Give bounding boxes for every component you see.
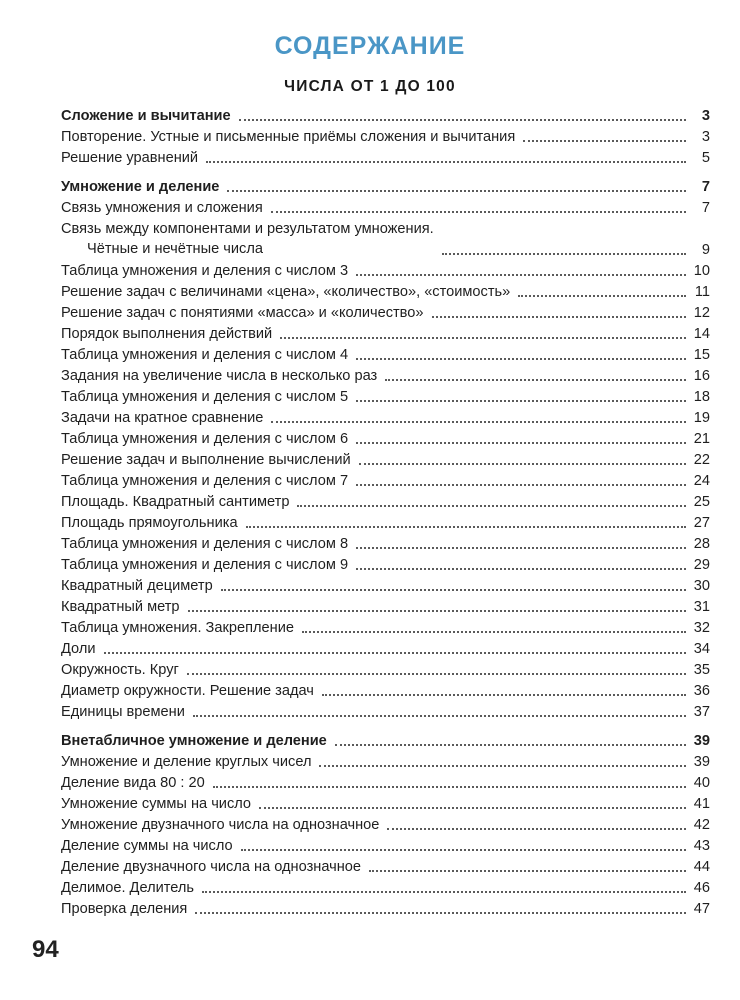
toc-entry-label: Связь умножения и сложения: [61, 200, 263, 216]
dot-leader: [432, 315, 686, 318]
dot-leader: [369, 869, 686, 872]
toc-entry-label: Проверка деления: [61, 901, 188, 917]
toc-entry: [61, 574, 710, 595]
toc-entry: [61, 750, 710, 771]
toc-entry-label: Таблица умножения и деления с числом 6: [61, 431, 349, 447]
toc-entry: [61, 448, 710, 469]
toc-entry-label: Площадь. Квадратный сантиметр: [61, 494, 290, 510]
toc-entry-page: 39: [693, 754, 710, 770]
toc-entry: [61, 301, 710, 322]
toc-entry-page: 15: [693, 347, 710, 363]
toc-entry-label: Умножение суммы на число: [61, 796, 252, 812]
dot-leader: [322, 693, 686, 696]
toc-entry-page: 35: [693, 662, 710, 678]
toc-entry-page: 10: [693, 263, 710, 279]
dot-leader: [356, 441, 686, 444]
toc-entry-page: 19: [693, 410, 710, 426]
section-title: ЧИСЛА ОТ 1 ДО 100: [284, 78, 456, 95]
toc-entry: [61, 792, 710, 813]
toc-entry-label: Деление вида 80 : 20: [61, 775, 205, 791]
toc-entry-label-line1: Связь между компонентами и результатом умножения.: [61, 221, 434, 237]
dot-leader: [206, 160, 686, 163]
toc-entry: [61, 855, 710, 876]
toc-entry-page: 30: [693, 578, 710, 594]
toc-entry-page: 9: [701, 242, 710, 258]
toc-entry-label: Умножение и деление круглых чисел: [61, 754, 312, 770]
dot-leader: [442, 252, 686, 255]
dot-leader: [221, 588, 686, 591]
toc-entry: [61, 658, 710, 679]
dot-leader: [518, 294, 686, 297]
dot-leader: [523, 139, 686, 142]
toc-entry-page: 47: [693, 901, 710, 917]
toc-entry-page: 42: [693, 817, 710, 833]
dot-leader: [302, 630, 686, 633]
dot-leader: [187, 672, 686, 675]
dot-leader: [356, 273, 686, 276]
toc-entry: [61, 343, 710, 364]
toc-entry-label: Сложение и вычитание: [61, 108, 231, 124]
toc-entry-label: Диаметр окружности. Решение задач: [61, 683, 314, 699]
toc-entry-page: 5: [701, 150, 710, 166]
toc-entry-page: 11: [694, 284, 710, 300]
toc-entry-label: Квадратный дециметр: [61, 578, 213, 594]
toc-entry-page: 28: [693, 536, 710, 552]
toc-entry-label: Таблица умножения и деления с числом 4: [61, 347, 349, 363]
dot-leader: [335, 743, 686, 746]
page-number: 94: [32, 936, 59, 963]
toc-entry-label: Делимое. Делитель: [61, 880, 195, 896]
toc-entry: [61, 700, 710, 721]
dot-leader: [356, 567, 686, 570]
toc-entry-label: Решение задач с понятиями «масса» и «количество»: [61, 305, 424, 321]
toc-entry: [61, 259, 710, 280]
toc-entry-page: 44: [693, 859, 710, 875]
toc-heading: [61, 175, 710, 196]
toc-entry: [61, 406, 710, 427]
dot-leader: [104, 651, 686, 654]
toc-entry-page: 3: [701, 129, 710, 145]
toc-entry: [61, 595, 710, 616]
dot-leader: [259, 806, 686, 809]
toc-entry-page: 14: [693, 326, 710, 342]
toc-entry: [61, 813, 710, 834]
toc-entry-label: Решение уравнений: [61, 150, 199, 166]
toc-entry-label-line2: Чётные и нечётные числа: [87, 241, 263, 257]
dot-leader: [271, 420, 686, 423]
toc-entry-page: 40: [693, 775, 710, 791]
dot-leader: [271, 210, 686, 213]
toc-entry-label: Окружность. Круг: [61, 662, 179, 678]
dot-leader: [356, 546, 686, 549]
toc-entry: [61, 469, 710, 490]
toc-entry-page: 7: [701, 200, 710, 216]
toc-entry: [61, 280, 710, 301]
toc-entry: [61, 553, 710, 574]
toc-heading: [61, 729, 710, 750]
toc-heading: [61, 104, 710, 125]
toc-entry-label: Внетабличное умножение и деление: [61, 733, 327, 749]
toc-entry: [61, 427, 710, 448]
dot-leader: [356, 483, 686, 486]
toc-entry-label: Задания на увеличение числа в несколько раз: [61, 368, 378, 384]
dot-leader: [387, 827, 686, 830]
toc-entry-page: 41: [693, 796, 710, 812]
toc-entry-page: 43: [693, 838, 710, 854]
toc-entry-label: Задачи на кратное сравнение: [61, 410, 264, 426]
toc-entry-label: Умножение двузначного числа на однозначное: [61, 817, 380, 833]
toc-entry: [61, 616, 710, 637]
toc-entry-label: Умножение и деление: [61, 179, 220, 195]
toc-entry: [61, 196, 710, 217]
toc-entry-page: 18: [693, 389, 710, 405]
toc-entry-page: 25: [693, 494, 710, 510]
dot-leader: [356, 357, 686, 360]
toc-entry-label: Таблица умножения и деления с числом 9: [61, 557, 349, 573]
dot-leader: [241, 848, 686, 851]
toc-entry-page: 27: [693, 515, 710, 531]
toc-entry: [61, 834, 710, 855]
toc-entry-page: 22: [693, 452, 710, 468]
toc-entry: [61, 364, 710, 385]
dot-leader: [188, 609, 686, 612]
toc-entry-page: 39: [693, 733, 710, 749]
toc-entry: [61, 876, 710, 897]
toc-entry-label: Решение задач и выполнение вычислений: [61, 452, 351, 468]
toc-entry-page: 7: [701, 179, 710, 195]
toc-entry-page: 12: [693, 305, 710, 321]
toc-entry: [61, 637, 710, 658]
toc-entry-label: Таблица умножения и деления с числом 7: [61, 473, 349, 489]
toc-entry: [61, 771, 710, 792]
toc-entry-label: Единицы времени: [61, 704, 185, 720]
dot-leader: [359, 462, 686, 465]
toc-entry-page: 32: [693, 620, 710, 636]
toc-entry-label: Площадь прямоугольника: [61, 515, 238, 531]
dot-leader: [319, 764, 686, 767]
dot-leader: [280, 336, 686, 339]
dot-leader: [195, 911, 686, 914]
toc-entry-page: 34: [693, 641, 710, 657]
dot-leader: [297, 504, 686, 507]
toc-entry-page: 3: [701, 108, 710, 124]
toc-entry: [61, 490, 710, 511]
toc-entry-page: 31: [693, 599, 710, 615]
toc-entry: [61, 679, 710, 700]
toc-entry: [61, 511, 710, 532]
toc-entry: [61, 897, 710, 918]
toc-entry: [61, 125, 710, 146]
toc-entry-page: 21: [693, 431, 710, 447]
toc-entry-label: Повторение. Устные и письменные приёмы сложения и вычитания: [61, 129, 516, 145]
dot-leader: [227, 189, 686, 192]
table-of-contents: [61, 104, 710, 918]
dot-leader: [193, 714, 686, 717]
toc-entry-page: 29: [693, 557, 710, 573]
dot-leader: [246, 525, 686, 528]
group-spacer: [61, 721, 710, 729]
toc-entry-page: 16: [693, 368, 710, 384]
dot-leader: [213, 785, 686, 788]
dot-leader: [385, 378, 686, 381]
toc-entry-label: Квадратный метр: [61, 599, 180, 615]
toc-entry-label: Таблица умножения и деления с числом 3: [61, 263, 349, 279]
dot-leader: [202, 890, 686, 893]
toc-entry-page: 24: [693, 473, 710, 489]
toc-entry-label: Решение задач с величинами «цена», «количество», «стоимость»: [61, 284, 511, 300]
toc-entry-label: Порядок выполнения действий: [61, 326, 273, 342]
dot-leader: [239, 118, 686, 121]
toc-entry-page: 36: [693, 683, 710, 699]
toc-entry-label: Деление суммы на число: [61, 838, 233, 854]
toc-entry-page: 37: [693, 704, 710, 720]
group-spacer: [61, 167, 710, 175]
toc-entry: [61, 532, 710, 553]
toc-entry: [61, 146, 710, 167]
toc-entry-label: Таблица умножения. Закрепление: [61, 620, 294, 636]
toc-entry-label: Деление двузначного числа на однозначное: [61, 859, 362, 875]
toc-entry-label: Таблица умножения и деления с числом 8: [61, 536, 349, 552]
toc-entry-label: Таблица умножения и деления с числом 5: [61, 389, 349, 405]
toc-entry: [61, 322, 710, 343]
toc-entry-page: 46: [693, 880, 710, 896]
page-title: СОДЕРЖАНИЕ: [274, 32, 466, 60]
toc-entry-label: Доли: [61, 641, 96, 657]
toc-entry: [61, 217, 710, 259]
toc-entry-label: [61, 219, 434, 259]
toc-entry: [61, 385, 710, 406]
dot-leader: [356, 399, 686, 402]
